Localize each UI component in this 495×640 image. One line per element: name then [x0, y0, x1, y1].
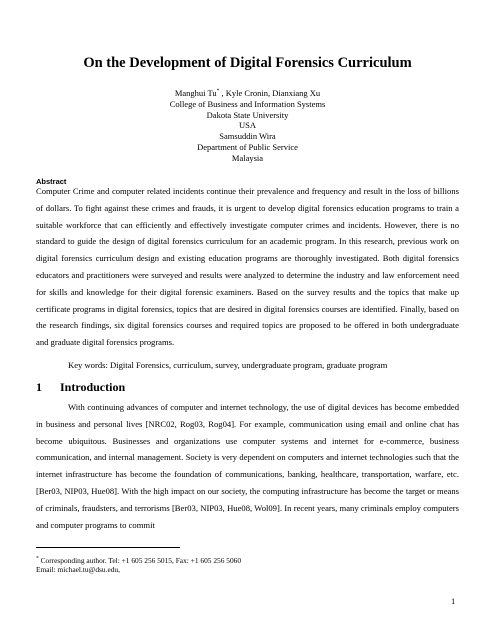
footnote	[36, 556, 241, 574]
footnote-contact: Corresponding author. Tel: +1 605 256 5015, Fax: +1 605 256 5060	[38, 556, 242, 565]
abstract-text: Computer Crime and computer related incidents continue their prevalence and frequency and result in the loss of billions of dollars. To fight against these crimes and frauds, it is urgent to develop digital forensics education programs to train a suitable workforce that can efficiently and effectively investigate computer crimes and incidents. However, there is no standard to guide the design of digital forensics curriculum for an academic program. In this research, previous work on digital forensics curriculum design and existing education programs are thoroughly investigated. Both digital forensics educators and practitioners were surveyed and results were analyzed to determine the industry and law enforcement need for skills and knowledge for their digital forensic examiners. Based on the survey results and the topics that make up certificate programs in digital forensics, topics that are desired in digital forensics courses are identified. Finally, based on the research findings, six digital forensics courses and required topics are proposed to be offered in both undergraduate and graduate digital forensics programs.	[36, 186, 459, 348]
keywords: Key words: Digital Forensics, curriculum, survey, undergraduate program, graduate program	[68, 360, 388, 370]
author-name: Samsuddin Wira	[219, 131, 276, 142]
introduction-text: With continuing advances of computer and internet technology, the use of digital devices has become embedded in business and personal lives [NRC02, Rog03, Rog04]. For example, communication using email and online chat has become ubiquitous. Businesses and organizations use computer systems and internet for e-commerce, business communication, and internal management. Society is very dependent on computers and internet technologies such that the internet infrastructure has become the foundation of communications, banking, healthcare, transportation, warfare, etc. [Ber03, NIP03, Hue08]. With the high impact on our society, the computing infrastructure has become the target or means of criminals, fraudsters, and terrorisms [Ber03, NIP03, Hue08, Wol09]. In recent years, many criminals employ computers and computer programs to commit	[36, 402, 459, 530]
affiliation: Dakota State University	[206, 109, 289, 120]
footnote-mark: *	[36, 555, 39, 562]
affiliation: College of Business and Information Systems	[169, 98, 326, 109]
affiliation: Malaysia	[231, 152, 264, 163]
affiliation: USA	[238, 120, 256, 131]
abstract-heading: Abstract	[36, 177, 67, 186]
footnote-rule	[36, 547, 180, 548]
author-line	[0, 88, 495, 99]
section-title: Introduction	[60, 380, 126, 394]
coauthor-names: , Kyle Cronin, Dianxiang Xu	[219, 88, 321, 98]
footnote-line	[36, 556, 241, 565]
section-heading	[36, 380, 125, 395]
paper-title: On the Development of Digital Forensics Curriculum	[83, 55, 412, 71]
corresponding-mark: *	[216, 88, 220, 95]
page-number: 1	[451, 596, 456, 606]
author-name: Manghui Tu	[174, 88, 217, 98]
footnote-email: Email: michael.tu@dsu.edu,	[36, 565, 120, 574]
section-number: 1	[36, 380, 42, 394]
author-block	[0, 88, 495, 164]
affiliation: Department of Public Service	[197, 141, 298, 152]
